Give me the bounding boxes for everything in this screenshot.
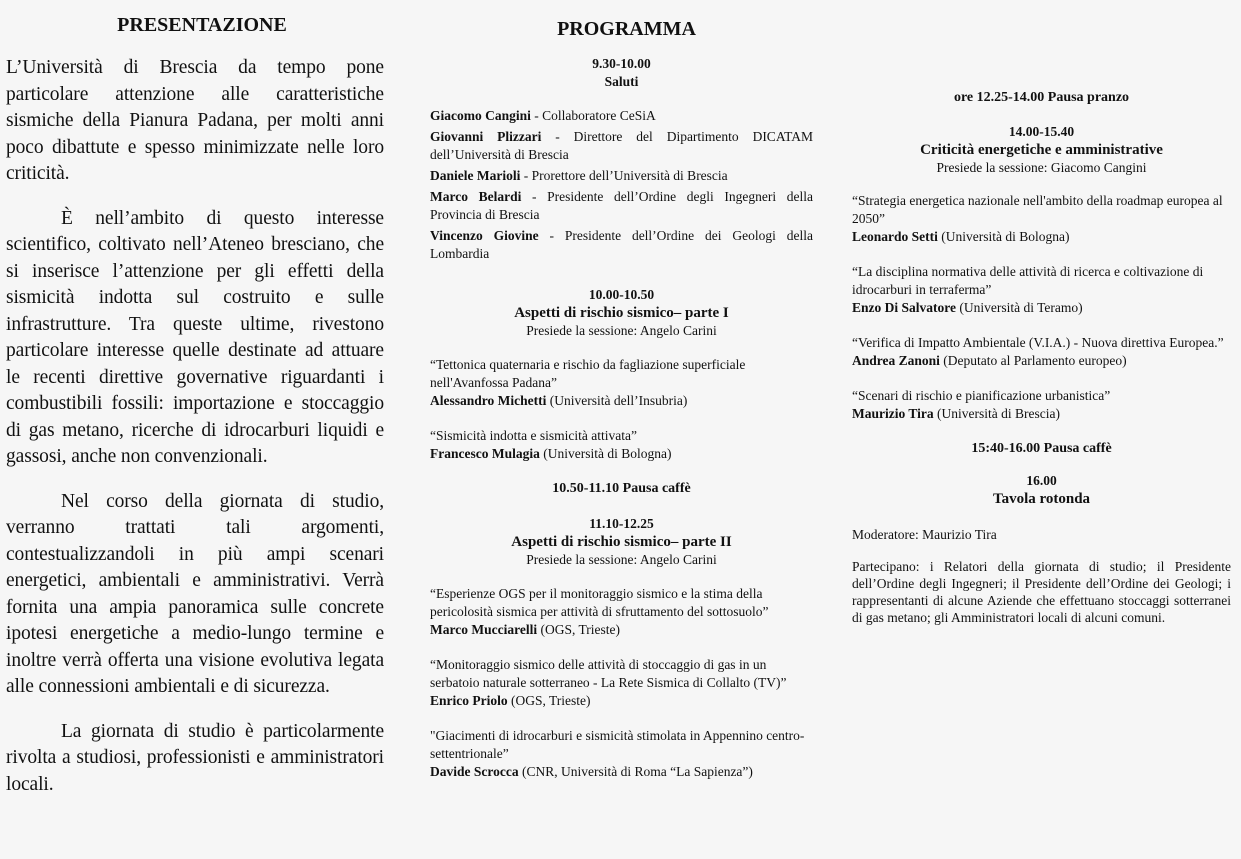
talk <box>430 356 813 410</box>
greeting-speaker <box>430 227 813 263</box>
greeting-speaker <box>430 167 813 185</box>
greeting-speaker <box>430 107 813 125</box>
talk-affiliation: (OGS, Trieste) <box>537 622 620 637</box>
talk-author: Maurizio Tira <box>852 406 934 421</box>
talk <box>430 656 813 710</box>
talk <box>430 727 813 781</box>
presentation-paragraph: La giornata di studio è particolarmente rivolta a studiosi, professionisti e amministratori locali. <box>6 720 384 795</box>
coffee-break-1: 10.50-11.10 Pausa caffè <box>552 481 691 496</box>
greeting-speaker <box>430 128 813 164</box>
roundtable-title: Tavola rotonda <box>992 491 1091 507</box>
speaker-name: Giovanni Plizzari <box>430 129 542 144</box>
talk-affiliation: (Università dell’Insubria) <box>546 393 688 408</box>
speaker-role: - Presidente dell’Ordine dei Geologi della Lombardia <box>430 228 813 261</box>
speaker-name: Giacomo Cangini <box>430 108 531 123</box>
talk-speaker <box>430 763 813 781</box>
roundtable-time: 16.00 <box>1026 473 1057 488</box>
talk-speaker <box>852 228 1231 246</box>
talk-affiliation: (Università di Bologna) <box>937 229 1070 244</box>
speaker-role: - Presidente dell’Ordine degli Ingegneri della Provincia di Brescia <box>430 189 813 222</box>
presentation-paragraph: Nel corso della giornata di studio, verranno trattati tali argomenti, contestualizzandoli in più ampi scenari energetici, ambientali e amministrativi. Verrà fornita una ampia panoramica sulle concrete ipotesi energetiche a medio-lungo termine e inoltre verrà offerta una visione evolutiva legata alle connessioni ambientali e di sicurezza. <box>6 490 384 697</box>
speaker-name: Vincenzo Giovine <box>430 228 539 243</box>
talk <box>430 427 813 463</box>
talk-title: “Sismicità indotta e sismicità attivata” <box>430 428 637 443</box>
talk-title: “Verifica di Impatto Ambientale (V.I.A.) - Nuova direttiva Europea.” <box>852 335 1224 350</box>
presentation-paragraph: È nell’ambito di questo interesse scientifico, coltivato nell’Ateneo bresciano, che si inserisce l’attenzione per gli effetti della sismicità indotta sul costruito e sulle infrastrutture. Tra queste ultime, rivestono particolare interesse quelle destinate ad attuare le recenti direttive governative riguardanti i combustibili fossili: importazione e stoccaggio di gas metano, ricerche di idrocarburi liquidi e gassosi, anche non convenzionali. <box>6 207 384 467</box>
talk-author: Enrico Priolo <box>430 693 508 708</box>
talk-affiliation: (Deputato al Parlamento europeo) <box>939 353 1127 368</box>
talk-affiliation: (OGS, Trieste) <box>507 693 591 708</box>
session1-chair: Presiede la sessione: Angelo Carini <box>526 323 717 338</box>
talk-author: Marco Mucciarelli <box>430 622 538 637</box>
talk-title: “Scenari di rischio e pianificazione urbanistica” <box>852 388 1111 403</box>
talk-author: Davide Scrocca <box>430 764 519 779</box>
presentation-heading: PRESENTAZIONE <box>117 14 287 36</box>
talk-speaker <box>430 392 813 410</box>
talk-affiliation: (Università di Teramo) <box>956 300 1083 315</box>
talk <box>852 334 1231 370</box>
programme-column <box>430 0 813 798</box>
talk-author: Andrea Zanoni <box>852 353 940 368</box>
greeting-speaker <box>430 188 813 224</box>
programme-column-continued <box>852 0 1231 626</box>
talk-affiliation: (Università di Brescia) <box>933 406 1060 421</box>
talk-author: Leonardo Setti <box>852 229 938 244</box>
speaker-role: - Direttore del Dipartimento DICATAM dell’Università di Brescia <box>430 129 813 162</box>
greetings-time: 9.30-10.00 <box>592 56 651 71</box>
speaker-role: - Collaboratore CeSiA <box>530 108 656 123</box>
speaker-name: Marco Belardi <box>430 189 522 204</box>
talk-affiliation: (Università di Bologna) <box>539 446 672 461</box>
talk <box>852 192 1231 246</box>
talk <box>430 585 813 639</box>
talk <box>852 263 1231 317</box>
talk-title: "Giacimenti di idrocarburi e sismicità stimolata in Appennino centro-settentrionale” <box>430 728 805 761</box>
lunch-break: ore 12.25-14.00 Pausa pranzo <box>953 90 1130 105</box>
session1-title: Aspetti di rischio sismico– parte I <box>514 305 729 321</box>
talk-title: “Tettonica quaternaria e rischio da fagliazione superficiale nell'Avanfossa Padana” <box>430 357 746 390</box>
presentation-column <box>6 0 384 816</box>
session2-title: Aspetti di rischio sismico– parte II <box>511 534 732 550</box>
programme-heading: PROGRAMMA <box>557 18 696 40</box>
session2-chair: Presiede la sessione: Angelo Carini <box>526 552 717 567</box>
talk-title: “Strategia energetica nazionale nell'ambito della roadmap europea al 2050” <box>852 193 1223 226</box>
talk <box>852 387 1231 423</box>
session1-time: 10.00-10.50 <box>588 287 655 302</box>
talk-speaker <box>852 299 1231 317</box>
greetings-title: Saluti <box>604 74 639 89</box>
speaker-name: Daniele Marioli <box>430 168 521 183</box>
talk-speaker <box>430 445 813 463</box>
talk-speaker <box>430 692 813 710</box>
speaker-role: - Prorettore dell’Università di Brescia <box>520 168 728 183</box>
session3-time: 14.00-15.40 <box>1008 124 1075 139</box>
talk-speaker <box>430 621 813 639</box>
talk-title: “Monitoraggio sismico delle attività di stoccaggio di gas in un serbatoio naturale sotterraneo - La Rete Sismica di Collalto (TV)” <box>430 657 787 690</box>
coffee-break-2: 15:40-16.00 Pausa caffè <box>971 441 1112 456</box>
talk-title: “La disciplina normativa delle attività di ricerca e coltivazione di idrocarburi in terraferma” <box>852 264 1204 297</box>
roundtable-moderator: Moderatore: Maurizio Tira <box>852 527 997 542</box>
talk-title: “Esperienze OGS per il monitoraggio sismico e la stima della pericolosità sismica per attività di sfruttamento del sottosuolo” <box>430 586 769 619</box>
talk-author: Alessandro Michetti <box>430 393 547 408</box>
talk-author: Francesco Mulagia <box>430 446 540 461</box>
talk-speaker <box>852 405 1231 423</box>
talk-author: Enzo Di Salvatore <box>852 300 956 315</box>
session3-chair: Presiede la sessione: Giacomo Cangini <box>936 160 1147 175</box>
session3-title: Criticità energetiche e amministrative <box>920 142 1163 158</box>
presentation-paragraph: L’Università di Brescia da tempo pone particolare attenzione alle caratteristiche sismiche della Pianura Padana, per molti anni poco dibattute e spesso minimizzate nelle loro criticità. <box>6 57 384 184</box>
session2-time: 11.10-12.25 <box>589 516 654 531</box>
roundtable-participants: Partecipano: i Relatori della giornata di studio; il Presidente dell’Ordine degli Ingegneri; il Presidente dell’Ordine dei Geologi; i rappresentanti di alcune Aziende che effettuano stoccaggi sotterranei di gas metano; gli Amministratori locali di alcuni comuni. <box>852 559 1231 625</box>
talk-speaker <box>852 352 1231 370</box>
talk-affiliation: (CNR, Università di Roma “La Sapienza”) <box>518 764 753 779</box>
